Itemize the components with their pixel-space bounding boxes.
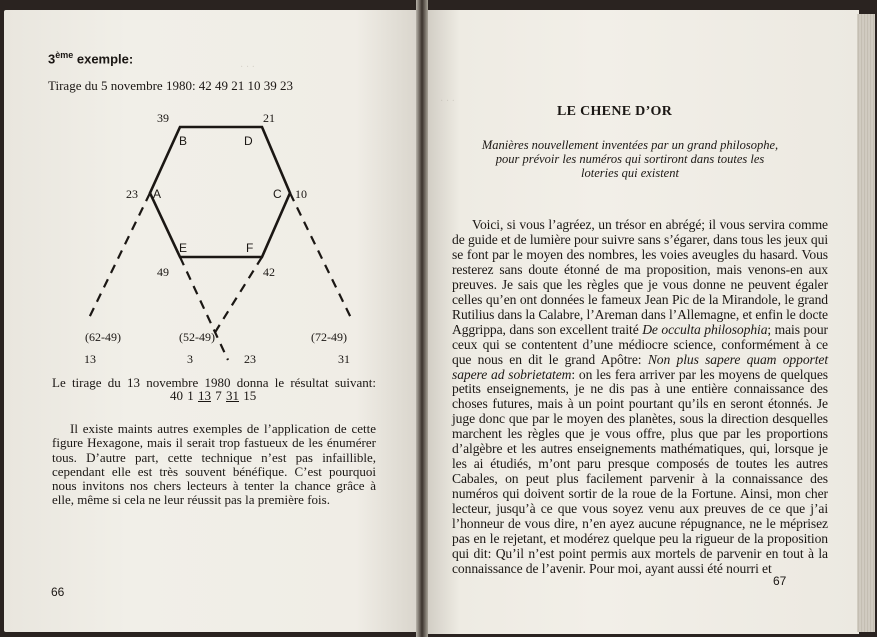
example-heading: 3ème exemple:: [48, 50, 134, 67]
vertex-b: B: [179, 134, 188, 148]
number-top-left: 39: [157, 111, 169, 125]
result-number-6: 15: [243, 388, 257, 403]
chapter-subtitle: Manières nouvellement inventées par un grand philosophe, pour prévoir les numéros qui sortiront dans toutes les loteries qui existent: [481, 138, 779, 180]
sum-left: (62-49): [85, 330, 121, 344]
vertex-a: A: [153, 187, 162, 201]
right-paragraph: Voici, si vous l’agréez, un trésor en abrégé; il vous servira comme de guide et de lumière pour suivre sans s’égarer, dans tous les jeux qui se font par le moyen des nombres, les voies aveugles du hasard. Vous resterez sans doute étonné de ma proposition, mais venons-en aux preuves. Je sais que les règles que je vous donne ne peuvent égaler celles qu’en ont données le fameux Jean Pic de la Mirandole, le grand Rutilius dans la Calabre, l’Areman dans l’Allemagne, et enfin le docte Aggrippa, dans son excellent traité De occulta philosophia; mais pour ceux qui se contentent d’une médiocre science, conformément à ce que nous en dit le grand Apôtre: Non plus sapere quam opportet sapere ad sobrietatem: on les fera arriver par les moyens de quelques petits enseignements, je ne dis pas à une entière connaissance des choses futures, mais à un point pourtant qu’ils en seront étonnés. Je juge donc que par le moyen des planètes, sous la direction desquelles marchent les règles que je vous offre, plus que par les proportions d’algèbre et les autres enseignements mathématiques, qui, lorsque je les ai étudiés, m’ont paru presque composés de toutes les autres Cabales, on peut plus facilement parvenir à la connaissance des numéros qui doivent sortir de la roue de la Fortune. Ainsi, mon cher lecteur, jusqu’à ce que vous soyez venu aux preuves de ce que j’ai l’honneur de vous dire, n’en ayez aucune répugnance, ne le méprisez pas en le rejetant, et modérez quelque peu la rigueur de la proposition qui dit: Qu’il n’est point permis aux mortels de parvenir en tout à la connaissance de l’avenir. Pour moi, ayant aussi été nourri et: [452, 217, 829, 576]
draw-line: Tirage du 5 novembre 1980: 42 49 21 10 39 23: [48, 78, 294, 93]
number-bottom-left: 49: [157, 265, 169, 279]
left-paragraph: Il existe maints autres exemples de l’application de cette figure Hexagone, mais il serait trop fastueux de les énumérer tous. D’autre part, cette technique n’est pas infaillible, cependant elle est très souvent bénéfique. C’est pourquoi nous invitons nos chers lecteurs à tenter la chance grâce à elle, même si cela ne leur réussit pas la première fois.: [52, 421, 376, 508]
vertex-f: F: [246, 241, 254, 255]
number-bottom-right: 42: [263, 265, 275, 279]
sum-right: (72-49): [311, 330, 347, 344]
result-numbers: [170, 388, 256, 404]
dashed-line-a-left: [88, 193, 150, 320]
result-sentence: Le tirage du 13 novembre 1980 donna le résultat suivant:: [52, 375, 376, 390]
result-number-2: 1: [187, 388, 194, 403]
dashed-line-f-middle: [214, 257, 262, 334]
result-number-5: 31: [226, 388, 239, 403]
chapter-title: LE CHENE D’OR: [557, 104, 673, 119]
sum-middle: (52-49): [179, 330, 215, 344]
result-right: 31: [338, 352, 350, 366]
result-number-3: 13: [198, 388, 211, 403]
page-number-right: 67: [773, 574, 787, 588]
result-number-1: 40: [170, 388, 183, 403]
number-right: 10: [295, 187, 307, 201]
number-left: 23: [126, 187, 138, 201]
vertex-c: C: [273, 187, 282, 201]
result-middle-left: 3: [187, 352, 193, 366]
vertex-e: E: [179, 241, 188, 255]
result-number-4: 7: [215, 388, 222, 403]
hexagon-shape: [150, 127, 290, 257]
number-top-right: 21: [263, 111, 275, 125]
page-number-left: 66: [51, 585, 65, 599]
vertex-d: D: [244, 134, 253, 148]
result-middle-right: 23: [244, 352, 256, 366]
dashed-line-c-right: [290, 193, 352, 320]
result-left: 13: [84, 352, 96, 366]
dashed-line-e-middle: [180, 257, 228, 360]
